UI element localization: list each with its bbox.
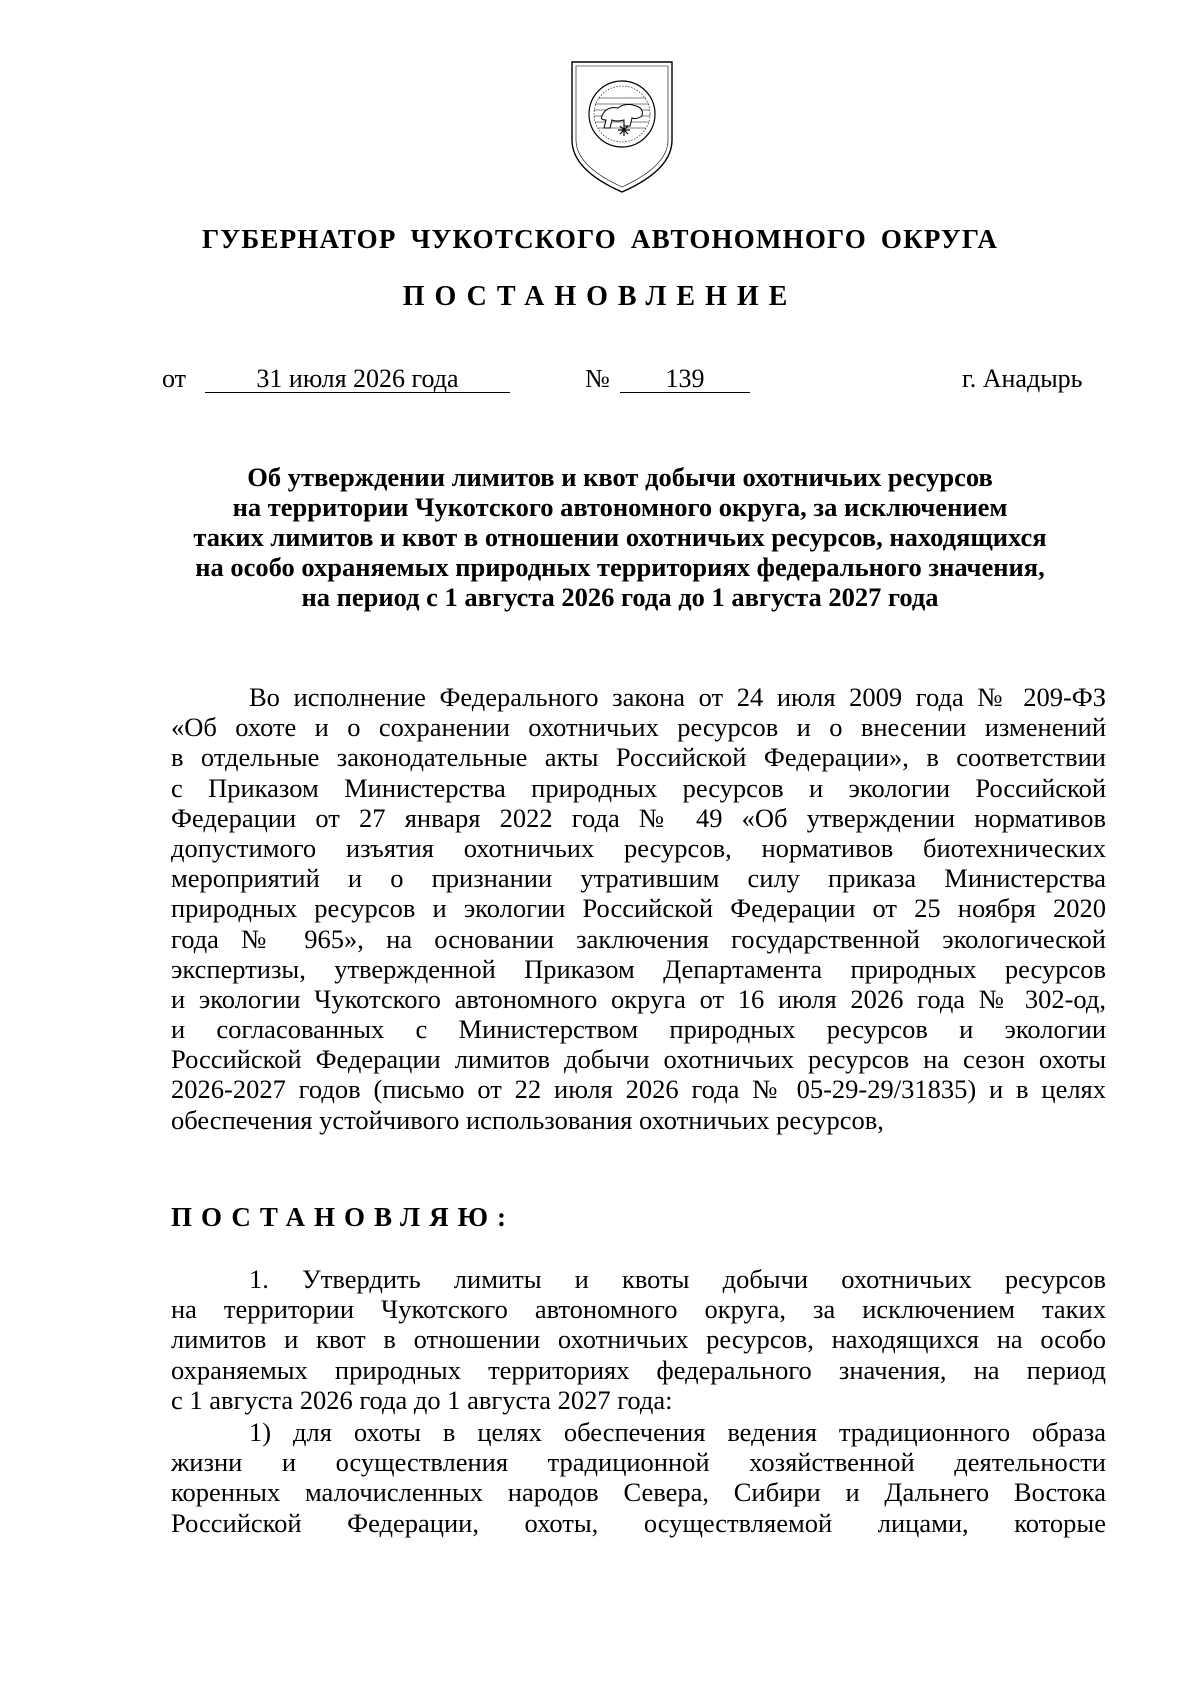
subject-line: на особо охраняемых природных территориях федерального значения, [195, 552, 1045, 582]
preamble-paragraph [171, 682, 1106, 1135]
coat-of-arms-emblem [566, 58, 678, 196]
paragraph-line: Российской Федерации лимитов добычи охотничьих ресурсов на сезон охоты [171, 1044, 1106, 1075]
paragraph-line: на территории Чукотского автономного округа, за исключением таких [171, 1294, 1106, 1325]
paragraph-line: с 1 августа 2026 года до 1 августа 2027 года: [171, 1384, 673, 1415]
decree-word: ПОСТАНОВЛЯЮ: [171, 1202, 515, 1232]
document-date: 31 июля 2026 года [205, 362, 510, 393]
paragraph-line: природных ресурсов и экологии Российской Федерации от 25 ноября 2020 [171, 893, 1106, 924]
paragraph-line: Российской Федерации, охоты, осуществляемой лицами, которые [171, 1507, 1106, 1538]
date-prefix: от [162, 364, 187, 393]
paragraph-line: коренных малочисленных народов Севера, Сибири и Дальнего Востока [171, 1477, 1106, 1508]
paragraph-line: и согласованных с Министерством природных ресурсов и экологии [171, 1014, 1106, 1045]
paragraph-line: с Приказом Министерства природных ресурсов и экологии Российской [171, 772, 1106, 803]
issuing-authority: ГУБЕРНАТОР ЧУКОТСКОГО АВТОНОМНОГО ОКРУГА [201, 224, 999, 254]
paragraph-line: Во исполнение Федерального закона от 24 июля 2009 года № 209-ФЗ [249, 682, 1106, 712]
paragraph-line: 1) для охоты в целях обеспечения ведения традиционного образа [249, 1417, 1106, 1447]
subject-line: Об утверждении лимитов и квот добычи охотничьих ресурсов [247, 462, 993, 492]
document-subject [150, 462, 1090, 612]
paragraph-line: лимитов и квот в отношении охотничьих ресурсов, находящихся на особо [171, 1324, 1106, 1355]
item-1-paragraph [171, 1264, 1106, 1415]
subitem-1-paragraph [171, 1417, 1106, 1538]
paragraph-line: в отдельные законодательные акты Российской Федерации», в соответствии [171, 742, 1106, 773]
paragraph-line: жизни и осуществления традиционной хозяйственной деятельности [171, 1447, 1106, 1478]
document-place: г. Анадырь [962, 364, 1083, 393]
subject-line: на период с 1 августа 2026 года до 1 августа 2027 года [301, 582, 939, 612]
paragraph-line: охраняемых природных территориях федерального значения, на период [171, 1354, 1106, 1385]
paragraph-line: обеспечения устойчивого использования охотничьих ресурсов, [171, 1104, 884, 1135]
document-type: ПОСТАНОВЛЕНИЕ [402, 281, 798, 312]
subject-line: таких лимитов и квот в отношении охотничьих ресурсов, находящихся [193, 522, 1047, 552]
paragraph-line: года № 965», на основании заключения государственной экологической [171, 923, 1106, 954]
paragraph-line: Федерации от 27 января 2022 года № 49 «Об утверждении нормативов [171, 802, 1106, 833]
paragraph-line: 2026-2027 годов (письмо от 22 июля 2026 года № 05-29-29/31835) и в целях [171, 1074, 1106, 1105]
paragraph-line: 1. Утвердить лимиты и квоты добычи охотничьих ресурсов [249, 1264, 1106, 1294]
paragraph-line: и экологии Чукотского автономного округа от 16 июля 2026 года № 302-од, [171, 983, 1106, 1014]
paragraph-line: «Об охоте и о сохранении охотничьих ресурсов и о внесении изменений [171, 712, 1106, 743]
subject-line: на территории Чукотского автономного округа, за исключением [232, 492, 1008, 522]
paragraph-line: экспертизы, утвержденной Приказом Департамента природных ресурсов [171, 953, 1106, 984]
document-number: 139 [620, 362, 750, 393]
document-meta-row [0, 362, 1200, 396]
paragraph-line: мероприятий и о признании утратившим силу приказа Министерства [171, 863, 1106, 894]
paragraph-line: допустимого изъятия охотничьих ресурсов, нормативов биотехнических [171, 832, 1106, 863]
number-prefix: № [585, 364, 610, 393]
